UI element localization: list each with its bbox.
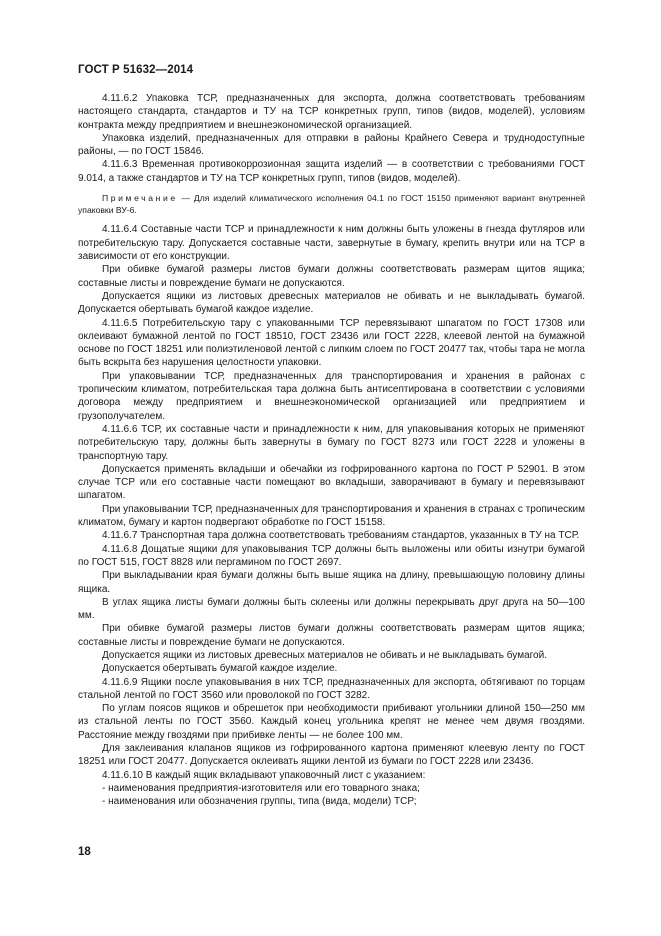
paragraph: Допускается ящики из листовых древесных материалов не обивать и не выкладывать бумагой. Допускается обертывать бумагой каждое изделие.	[78, 290, 585, 316]
paragraph: При обивке бумагой размеры листов бумаги должны соответствовать размерам щитов ящика; составные листы и повреждение бумаги не допускаются.	[78, 623, 585, 648]
paragraph: 4.11.6.2 Упаковка ТСР, предназначенных для экспорта, должна соответствовать требованиям настоящего стандарта, стандартов и ТУ на ТСР конкретных групп, типов (видов, моделей), условиям контракта между предприятием и внешнеэкономической организацией.	[78, 93, 585, 131]
paragraph: Допускается ящики из листовых древесных материалов не обивать и не выкладывать бумагой.	[102, 649, 547, 661]
paragraph: 4.11.6.4 Составные части ТСР и принадлежности к ним должны быть уложены в гнезда футляров или потребительскую тару. Допускается составные части, завернутые в бумагу, крепить внутри или на ТСР в зависимости от его конструкции.	[78, 224, 585, 263]
list-item: - наименования или обозначения группы, типа (вида, модели) ТСР;	[102, 796, 417, 808]
paragraph: 4.11.6.6 ТСР, их составные части и принадлежности к ним, для упаковывания которых не применяют потребительскую тару, должны быть завернуты в бумагу по ГОСТ 8273 или ГОСТ 2228 и уложены в транспортную тару.	[78, 423, 585, 462]
document-body	[78, 92, 585, 809]
paragraph: По углам поясов ящиков и обрешеток при необходимости прибивают угольники длиной 150—250 мм из стальной ленты по ГОСТ 3560. Каждый конец угольника крепят не менее чем двумя гвоздями. Расстояние между гвоздями при прибивке ленты — не более 100 мм.	[78, 703, 585, 741]
paragraph: Допускается обертывать бумагой каждое изделие.	[102, 663, 338, 675]
note-label: Примечание	[102, 193, 178, 204]
note-text: — Для изделий климатического исполнения 04.1 по ГОСТ 15150 применяют вариант внутренней упаковки ВУ-6.	[78, 193, 585, 216]
paragraph: Допускается применять вкладыши и обечайки из гофрированного картона по ГОСТ Р 52901. В этом случае ТСР или его составные части помещают во вкладыши, заворачивают в бумагу и перевязывают шпагатом.	[78, 463, 585, 502]
paragraph: При обивке бумагой размеры листов бумаги должны соответствовать размерам щитов ящика; составные листы и повреждение бумаги не допускаются.	[78, 264, 585, 289]
paragraph: При упаковывании ТСР, предназначенных для транспортирования и хранения в районах с тропическим климатом, потребительская тара должна быть антисептирована в соответствии с условиями договора между предприятием и внешнеэкономической организацией или предприятием и грузополучателем.	[78, 370, 585, 422]
paragraph: 4.11.6.9 Ящики после упаковывания в них ТСР, предназначенных для экспорта, обтягивают по торцам стальной лентой по ГОСТ 3560 или проволокой по ГОСТ 3282.	[78, 676, 585, 701]
paragraph: При выкладывании края бумаги должны быть выше ящика на длину, превышающую половину длины ящика.	[78, 570, 585, 595]
paragraph: 4.11.6.3 Временная противокоррозионная защита изделий — в соответствии с требованиями ГОСТ 9.014, а также стандартов и ТУ на ТСР конкретных групп, типов (видов, моделей).	[78, 159, 585, 184]
paragraph: Упаковка изделий, предназначенных для отправки в районы Крайнего Севера и труднодоступные районы, — по ГОСТ 15846.	[78, 132, 585, 158]
paragraph: 4.11.6.7 Транспортная тара должна соответствовать требованиям стандартов, указанных в ТУ на ТСР.	[102, 530, 580, 542]
paragraph: При упаковывании ТСР, предназначенных для транспортирования и хранения в странах с тропическим климатом, бумагу и картон подвергают обработке по ГОСТ 15158.	[78, 503, 585, 529]
paragraph: 4.11.6.10 В каждый ящик вкладывают упаковочный лист с указанием:	[102, 769, 426, 781]
paragraph: 4.11.6.5 Потребительскую тару с упакованными ТСР перевязывают шпагатом по ГОСТ 17308 или оклеивают бумажной лентой по ГОСТ 18510, ГОСТ 23436 или ГОСТ 2228, клеевой лентой на бумажной основе по ГОСТ 18251 или полиэтиленовой лентой с липким слоем по ГОСТ 20477 так, чтобы тара не могла быть вскрыта без нарушения целостности упаковки.	[78, 317, 585, 369]
paragraph: Для заклеивания клапанов ящиков из гофрированного картона применяют клеевую ленту по ГОСТ 18251 или ГОСТ 20477. Допускается оклеивать ящики лентой из бумаги по ГОСТ 2228 или 23436.	[78, 743, 585, 768]
paragraph: В углах ящика листы бумаги должны быть склеены или должны перекрывать друг друга на 50—100 мм.	[78, 596, 585, 622]
paragraph: 4.11.6.8 Дощатые ящики для упаковывания ТСР должны быть выложены или обиты изнутри бумагой по ГОСТ 515, ГОСТ 8828 или пергамином по ГОСТ 2697.	[78, 543, 585, 568]
document-header: ГОСТ Р 51632—2014	[78, 64, 194, 76]
note	[78, 192, 585, 216]
page-number: 18	[78, 846, 91, 858]
list-item: - наименования предприятия-изготовителя или его товарного знака;	[102, 782, 420, 794]
